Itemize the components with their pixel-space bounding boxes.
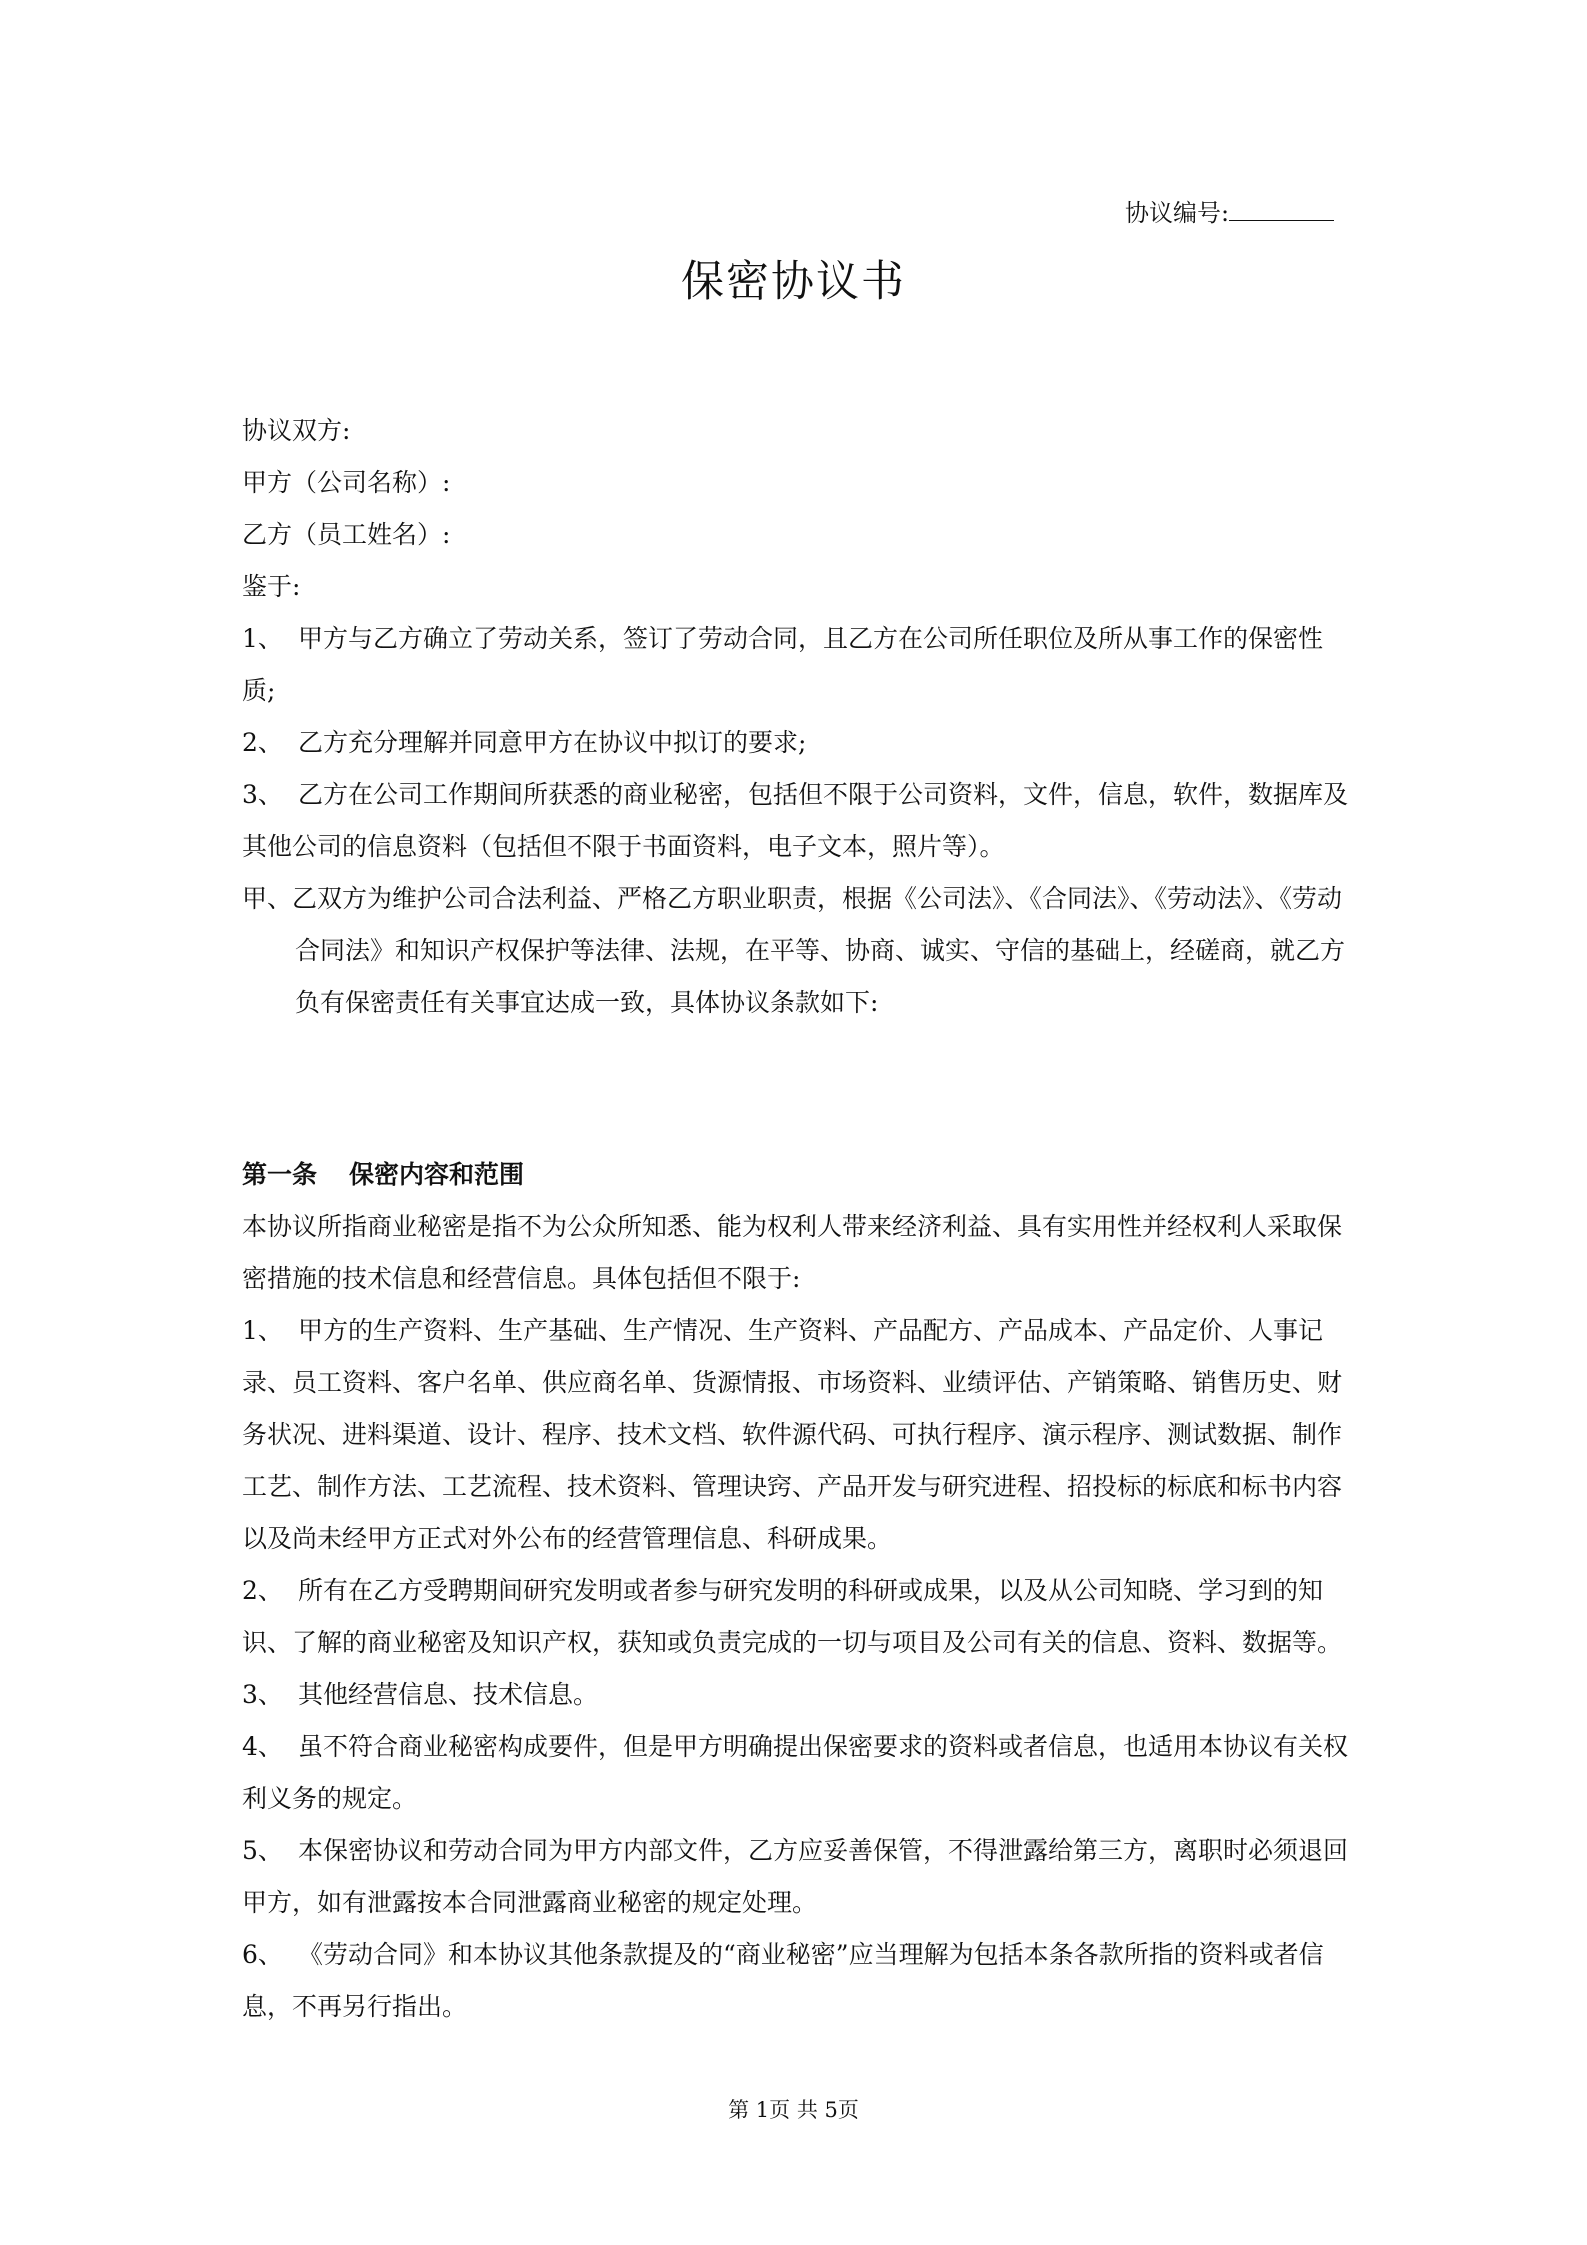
parties-intro: 协议双方:	[242, 416, 351, 445]
clause-number: 6、	[242, 1940, 283, 1969]
clause-item	[242, 1721, 1352, 1825]
clause-number: 3、	[242, 1680, 283, 1709]
page-footer: 第 1页 共 5页	[728, 2098, 859, 2122]
clause-text: 《劳动合同》和本协议其他条款提及的“商业秘密”应当理解为包括本条各款所指的资料或者信息，不再另行指出。	[242, 1940, 1324, 2021]
agreement-number-blank	[1229, 198, 1334, 221]
party-a-line: 甲方（公司名称）:	[242, 468, 451, 497]
clause-number: 1、	[242, 1316, 283, 1345]
recital-number: 2、	[242, 728, 283, 757]
preamble-paragraph: 甲、乙双方为维护公司合法利益、严格乙方职业职责，根据《公司法》、《合同法》、《劳动法》、《劳动合同法》和知识产权保护等法律、法规，在平等、协商、诚实、守信的基础上，经磋商，就乙方负有保密责任有关事宜达成一致，具体协议条款如下:	[242, 884, 1346, 1017]
clause-text: 虽不符合商业秘密构成要件，但是甲方明确提出保密要求的资料或者信息，也适用本协议有关权利义务的规定。	[242, 1732, 1349, 1813]
agreement-number-label: 协议编号:	[1125, 199, 1230, 227]
spacer	[242, 1029, 1352, 1149]
clause-text: 其他经营信息、技术信息。	[298, 1680, 599, 1709]
recital-number: 1、	[242, 624, 283, 653]
clause-text: 所有在乙方受聘期间研究发明或者参与研究发明的科研或成果，以及从公司知晓、学习到的知识、了解的商业秘密及知识产权，获知或负责完成的一切与项目及公司有关的信息、资料、数据等。	[242, 1576, 1343, 1657]
recital-item	[242, 717, 1352, 769]
recital-text: 乙方在公司工作期间所获悉的商业秘密，包括但不限于公司资料，文件，信息，软件，数据库及其他公司的信息资料（包括但不限于书面资料，电子文本，照片等）。	[242, 780, 1349, 861]
recital-text: 乙方充分理解并同意甲方在协议中拟订的要求;	[298, 728, 807, 757]
document-body	[242, 405, 1352, 2033]
recital-number: 3、	[242, 780, 283, 809]
clause-item	[242, 1305, 1352, 1565]
recital-text: 甲方与乙方确立了劳动关系，签订了劳动合同，且乙方在公司所任职位及所从事工作的保密性质;	[242, 624, 1324, 705]
section-number: 第一条	[242, 1160, 318, 1189]
section-heading	[242, 1149, 1352, 1201]
clause-item	[242, 1825, 1352, 1929]
clause-item	[242, 1929, 1352, 2033]
clause-item	[242, 1669, 1352, 1721]
recital-item	[242, 769, 1352, 873]
section-title: 保密内容和范围	[349, 1160, 525, 1189]
recital-item	[242, 613, 1352, 717]
clause-text: 本保密协议和劳动合同为甲方内部文件，乙方应妥善保管，不得泄露给第三方，离职时必须退回甲方，如有泄露按本合同泄露商业秘密的规定处理。	[242, 1836, 1349, 1917]
section-intro: 本协议所指商业秘密是指不为公众所知悉、能为权利人带来经济利益、具有实用性并经权利人采取保密措施的技术信息和经营信息。具体包括但不限于:	[242, 1212, 1343, 1293]
party-b-line: 乙方（员工姓名）:	[242, 520, 451, 549]
clause-number: 4、	[242, 1732, 283, 1761]
agreement-number	[1125, 193, 1334, 228]
clause-text: 甲方的生产资料、生产基础、生产情况、生产资料、产品配方、产品成本、产品定价、人事记录、员工资料、客户名单、供应商名单、货源情报、市场资料、业绩评估、产销策略、销售历史、财务状况、进料渠道、设计、程序、技术文档、软件源代码、可执行程序、演示程序、测试数据、制作工艺、制作方法、工艺流程、技术资料、管理诀窍、产品开发与研究进程、招投标的标底和标书内容以及尚未经甲方正式对外公布的经营管理信息、科研成果。	[242, 1316, 1343, 1553]
whereas-line: 鉴于:	[242, 572, 301, 601]
clause-number: 2、	[242, 1576, 283, 1605]
document-title: 保密协议书	[681, 257, 906, 307]
clause-item	[242, 1565, 1352, 1669]
clause-number: 5、	[242, 1836, 283, 1865]
